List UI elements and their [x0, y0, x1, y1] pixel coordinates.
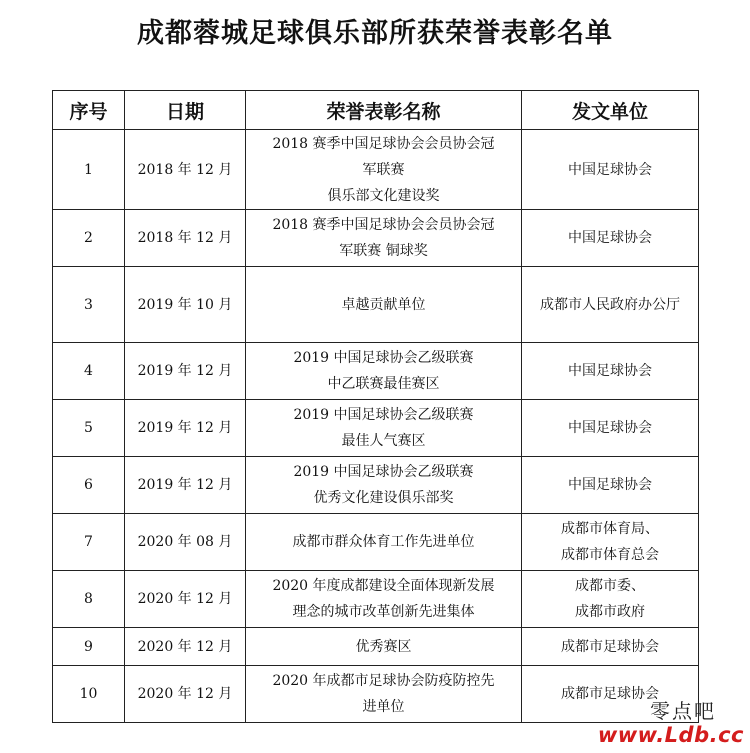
table-row	[53, 514, 699, 571]
cell-number: 4	[53, 343, 125, 400]
honor-line: 最佳人气赛区	[341, 433, 426, 449]
cell-issuer	[522, 514, 699, 571]
cell-issuer	[522, 400, 699, 457]
honor-line: 进单位	[362, 699, 405, 715]
issuer-line: 成都市足球协会	[561, 638, 659, 655]
cell-honor	[246, 130, 522, 210]
cell-issuer	[522, 343, 699, 400]
honor-line: 理念的城市改革创新先进集体	[292, 604, 475, 620]
cell-number: 7	[53, 514, 125, 571]
table-row	[53, 628, 699, 666]
cell-honor	[246, 666, 522, 723]
issuer-line: 成都市足球协会	[561, 686, 659, 702]
table-header-row	[53, 91, 699, 130]
table-row	[53, 400, 699, 457]
cell-honor	[246, 210, 522, 267]
cell-number: 8	[53, 571, 125, 628]
header-number: 序号	[53, 91, 125, 130]
honor-line: 优秀文化建设俱乐部奖	[313, 490, 454, 506]
table-row	[53, 571, 699, 628]
honor-line: 2018 赛季中国足球协会会员协会冠	[272, 135, 495, 152]
issuer-line: 中国足球协会	[568, 230, 652, 246]
cell-number: 10	[53, 666, 125, 723]
honor-line: 俱乐部文化建设奖	[327, 187, 440, 204]
cell-issuer	[522, 210, 699, 267]
cell-number: 5	[53, 400, 125, 457]
cell-issuer	[522, 571, 699, 628]
table-row	[53, 666, 699, 723]
issuer-line: 中国足球协会	[568, 477, 652, 493]
honor-line: 2020 年度成都建设全面体现新发展	[272, 578, 495, 594]
cell-number: 3	[53, 267, 125, 343]
cell-number: 1	[53, 130, 125, 210]
watermark-site-url: www.Ldb.cc	[597, 723, 744, 747]
cell-honor	[246, 457, 522, 514]
honor-line: 2019 中国足球协会乙级联赛	[293, 350, 474, 366]
issuer-line: 中国足球协会	[568, 161, 652, 178]
honor-line: 2019 中国足球协会乙级联赛	[293, 464, 474, 480]
issuer-line: 成都市政府	[575, 604, 645, 620]
issuer-line: 成都市体育总会	[561, 547, 659, 563]
cell-honor	[246, 343, 522, 400]
cell-number: 9	[53, 628, 125, 666]
cell-date: 2019 年 12 月	[125, 457, 246, 514]
cell-issuer	[522, 130, 699, 210]
cell-issuer	[522, 267, 699, 343]
table-row	[53, 210, 699, 267]
issuer-line: 中国足球协会	[568, 420, 652, 436]
table-row	[53, 457, 699, 514]
document-title: 成都蓉城足球俱乐部所获荣誉表彰名单	[137, 18, 613, 49]
site-watermark	[597, 695, 744, 751]
honor-line: 成都市群众体育工作先进单位	[292, 534, 475, 550]
cell-date: 2020 年 08 月	[125, 514, 246, 571]
cell-date: 2020 年 12 月	[125, 628, 246, 666]
cell-date: 2020 年 12 月	[125, 571, 246, 628]
issuer-line: 中国足球协会	[568, 363, 652, 379]
cell-date: 2018 年 12 月	[125, 130, 246, 210]
honor-line: 军联赛	[362, 161, 405, 178]
honor-line: 军联赛 铜球奖	[339, 243, 428, 259]
cell-issuer	[522, 628, 699, 666]
honors-table	[52, 90, 699, 723]
cell-honor	[246, 400, 522, 457]
honor-line: 2018 赛季中国足球协会会员协会冠	[272, 217, 495, 233]
honor-line: 2019 中国足球协会乙级联赛	[293, 407, 474, 423]
cell-honor	[246, 267, 522, 343]
header-honor-name: 荣誉表彰名称	[246, 91, 522, 130]
table-row	[53, 267, 699, 343]
cell-date: 2019 年 12 月	[125, 400, 246, 457]
honor-line: 2020 年成都市足球协会防疫防控先	[272, 673, 495, 689]
cell-number: 6	[53, 457, 125, 514]
cell-issuer	[522, 457, 699, 514]
cell-date: 2018 年 12 月	[125, 210, 246, 267]
issuer-line: 成都市人民政府办公厅	[540, 296, 680, 313]
table-row	[53, 343, 699, 400]
cell-number: 2	[53, 210, 125, 267]
cell-date: 2019 年 12 月	[125, 343, 246, 400]
cell-date: 2019 年 10 月	[125, 267, 246, 343]
honor-line: 卓越贡献单位	[341, 296, 426, 313]
header-date: 日期	[125, 91, 246, 130]
honor-line: 中乙联赛最佳赛区	[327, 376, 440, 392]
cell-honor	[246, 571, 522, 628]
header-issuer: 发文单位	[522, 91, 699, 130]
watermark-site-name: 零点吧	[650, 699, 716, 723]
cell-honor	[246, 514, 522, 571]
table-row	[53, 130, 699, 210]
cell-honor	[246, 628, 522, 666]
cell-date: 2020 年 12 月	[125, 666, 246, 723]
issuer-line: 成都市体育局、	[561, 521, 659, 537]
honor-line: 优秀赛区	[355, 638, 412, 655]
issuer-line: 成都市委、	[575, 578, 645, 594]
